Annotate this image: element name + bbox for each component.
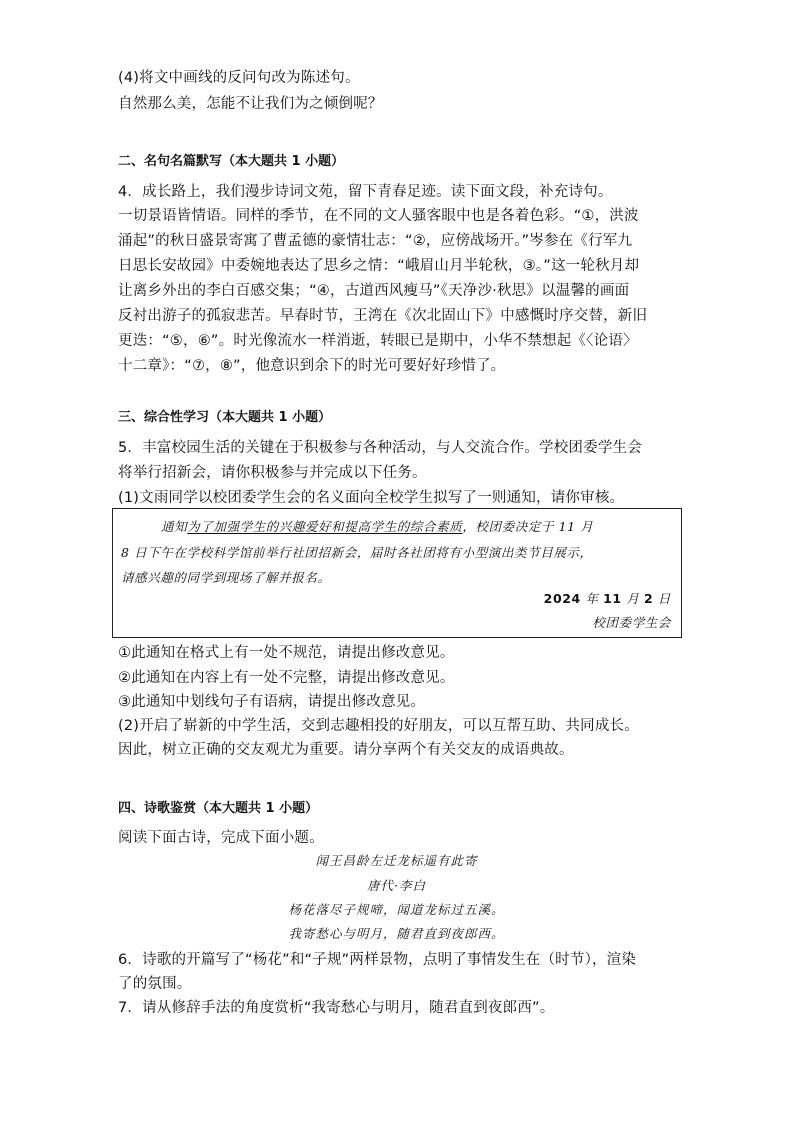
- sec4-intro: 阅读下面古诗，完成下面小题。: [118, 830, 324, 846]
- sec2-line: 一切景语皆情语。同样的季节，在不同的文人骚客眼中也是各着色彩。“①，洪波: [118, 208, 639, 224]
- sec2-line: 涌起”的秋日盛景寄寓了曹孟德的豪情壮志：“②，应傍战场开。”岑参在《行军九: [118, 233, 633, 249]
- sec2-line: 4．成长路上，我们漫步诗词文苑，留下青春足迹。读下面文段，补充诗句。: [118, 184, 613, 200]
- section-3-heading: 三、综合性学习（本大题共 1 小题）: [118, 410, 332, 425]
- sec2-line: 反衬出游子的孤寂悲苦。早春时节，王湾在《次北固山下》中感慨时序交替，新旧: [118, 308, 648, 324]
- notice-line-1-end: ，校团委决定于 11 月: [462, 519, 594, 534]
- sec2-line: 让离乡外出的李白百感交集；“④，古道西风瘦马”《天净沙·秋思》以温馨的画面: [118, 283, 630, 299]
- poem-author: 唐代·李白: [367, 878, 426, 893]
- notice-line-3: 请感兴趣的同学到现场了解并报名。: [121, 570, 331, 585]
- sec3-task: ①此通知在格式上有一处不规范，请提出修改意见。: [118, 645, 455, 661]
- sec3-line: (1)文雨同学以校团委学生会的名义面向全校学生拟写了一则通知，请你审核。: [118, 490, 625, 506]
- section-4-heading: 四、诗歌鉴赏（本大题共 1 小题）: [118, 801, 319, 816]
- sec3-task: ③此通知中划线句子有语病，请提出修改意见。: [118, 694, 426, 710]
- notice-signer: 校团委学生会: [592, 615, 671, 630]
- sec3-task: 因此，树立正确的交友观尤为重要。请分享两个有关交友的成语典故。: [118, 742, 574, 758]
- notice-box: [112, 508, 682, 638]
- question-4-sentence: 自然那么美，怎能不让我们为之倾倒呢？: [118, 96, 383, 112]
- notice-line-1: [161, 517, 593, 535]
- notice-underlined-sentence: 为了加强学生的兴趣爱好和提高学生的综合素质: [187, 519, 463, 534]
- sec3-task: ②此通知在内容上有一处不完整，请提出修改意见。: [118, 670, 455, 686]
- section-2-heading: 二、名句名篇默写（本大题共 1 小题）: [118, 154, 345, 169]
- sec3-line: 5．丰富校园生活的关键在于积极参与各种活动，与人交流合作。学校团委学生会: [118, 440, 642, 456]
- sec2-line: 十二章》：“⑦，⑧”，他意识到余下的时光可要好好珍惜了。: [118, 358, 506, 374]
- sec2-line: 日思长安故园》中委婉地表达了思乡之情：“峨眉山月半轮秋，③。”这一轮秋月却: [118, 258, 640, 274]
- question-6: 6．诗歌的开篇写了“杨花”和“子规”两样景物，点明了事情发生在（时节），渲染: [118, 952, 637, 968]
- question-4-task: (4)将文中画线的反问句改为陈述句。: [118, 70, 360, 86]
- sec3-line: 将举行招新会，请你积极参与并完成以下任务。: [118, 465, 427, 481]
- notice-date: 2024 年 11 月 2 日: [543, 591, 671, 606]
- sec3-task: (2)开启了崭新的中学生活，交到志趣相投的好朋友，可以互帮互助、共同成长。: [118, 718, 639, 734]
- notice-line-2: 8 日下午在学校科学馆前举行社团招新会，届时各社团将有小型演出类节目展示，: [121, 545, 593, 560]
- question-6-cont: 了的氛围。: [118, 976, 192, 992]
- poem-line: 杨花落尽子规啼，闻道龙标过五溪。: [288, 902, 505, 917]
- sec2-line: 更迭：“⑤，⑥”。时光像流水一样消逝，转眼已是期中，小华不禁想起《〈论语〉: [118, 333, 638, 349]
- poem-title: 闻王昌龄左迁龙标遥有此寄: [315, 853, 478, 868]
- question-7: 7．请从修辞手法的角度赏析“我寄愁心与明月，随君直到夜郎西”。: [118, 1000, 555, 1016]
- notice-label: 通知: [161, 519, 188, 534]
- poem-line: 我寄愁心与明月，随君直到夜郎西。: [288, 926, 505, 941]
